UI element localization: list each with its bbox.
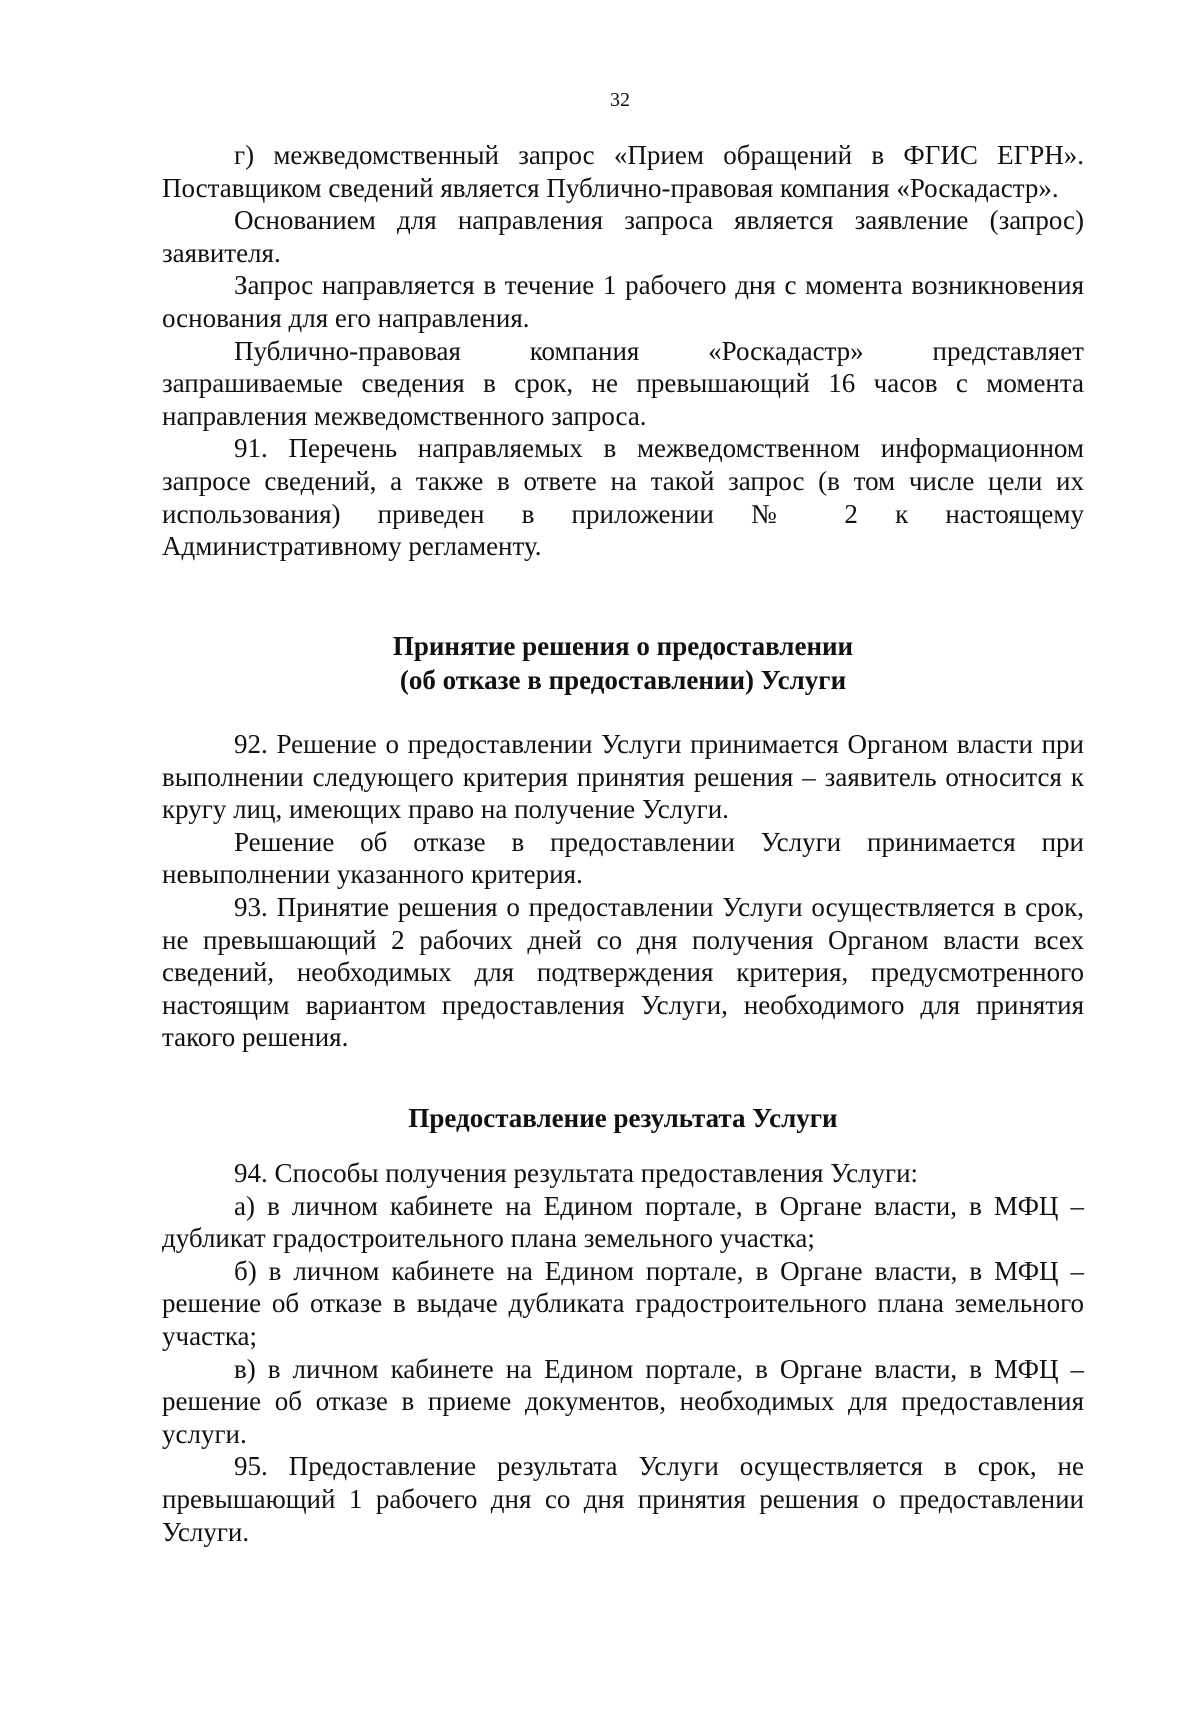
paragraph-request-basis: Основанием для направления запроса является заявление (запрос) заявителя.: [162, 205, 1084, 268]
section-heading-result: Предоставление результата Услуги: [408, 1103, 838, 1133]
paragraph-91: 91. Перечень направляемых в межведомственном информационном запросе сведений, а также в ответе на такой запрос (в том числе цели их использования) приведен в приложении № 2 к настоящему Административному регламенту.: [162, 433, 1084, 562]
paragraph-94-item-c: в) в личном кабинете на Едином портале, в Органе власти, в МФЦ – решение об отказе в приеме документов, необходимых для предоставления услуги.: [162, 1353, 1084, 1449]
paragraph-request-deadline: Запрос направляется в течение 1 рабочего дня с момента возникновения основания для его направления.: [162, 270, 1084, 333]
paragraph-94-item-b: б) в личном кабинете на Едином портале, в Органе власти, в МФЦ – решение об отказе в выдаче дубликата градостроительного плана земельного участка;: [162, 1255, 1084, 1351]
paragraph-92: 92. Решение о предоставлении Услуги принимается Органом власти при выполнении следующего критерия принятия решения – заявитель относится к кругу лиц, имеющих право на получение Услуги.: [162, 729, 1084, 825]
paragraph-93: 93. Принятие решения о предоставлении Услуги осуществляется в срок, не превышающий 2 рабочих дней со дня получения Органом власти всех сведений, необходимых для подтверждения критерия, предусмотренного настоящим вариантом предоставления Услуги, необходимого для принятия такого решения.: [162, 891, 1084, 1053]
section-heading-decision: [162, 629, 1084, 697]
paragraph-95: 95. Предоставление результата Услуги осуществляется в срок, не превышающий 1 рабочего дня со дня принятия решения о предоставлении Услуги.: [162, 1451, 1084, 1547]
section-heading-decision-line-1: Принятие решения о предоставлении: [392, 631, 854, 661]
paragraph-94: 94. Способы получения результата предоставления Услуги:: [234, 1158, 919, 1188]
paragraph-interagency-request: г) межведомственный запрос «Прием обращений в ФГИС ЕГРН». Поставщиком сведений является Публично-правовая компания «Роскадастр».: [162, 140, 1084, 203]
paragraph-94-item-a: а) в личном кабинете на Едином портале, в Органе власти, в МФЦ – дубликат градостроительного плана земельного участка;: [162, 1190, 1084, 1254]
paragraph-response-deadline: Публично-правовая компания «Роскадастр» представляет запрашиваемые сведения в срок, не превышающий 16 часов с момента направления межведомственного запроса.: [162, 335, 1084, 431]
decision-section: [162, 728, 1084, 1054]
page-number: 32: [610, 89, 630, 111]
paragraph-refusal-decision: Решение об отказе в предоставлении Услуги принимается при невыполнении указанного критерия.: [162, 826, 1084, 890]
section-heading-decision-line-2: (об отказе в предоставлении) Услуги: [399, 665, 847, 695]
request-section: [162, 139, 1084, 563]
result-section: [162, 1157, 1084, 1548]
